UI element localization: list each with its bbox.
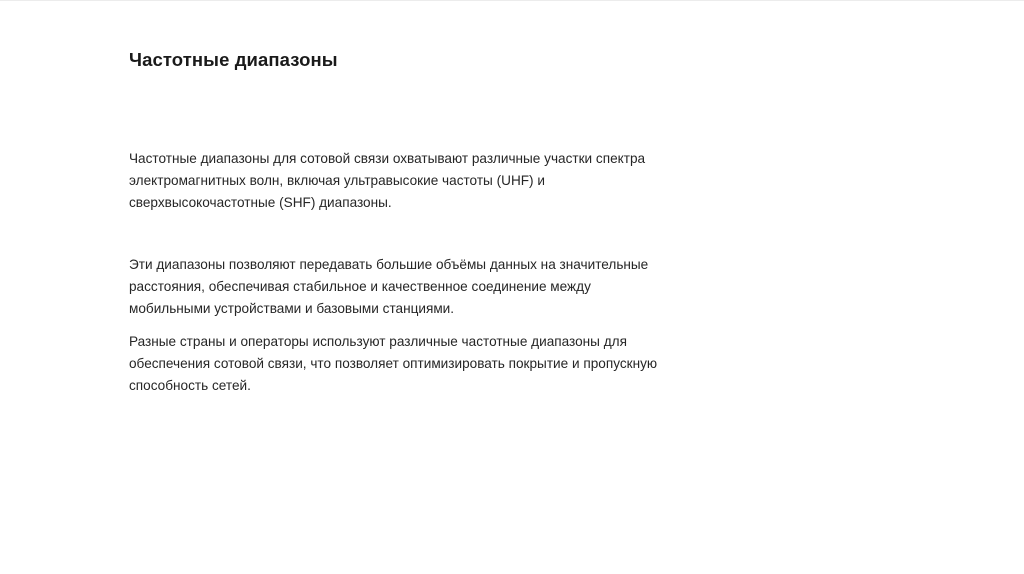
paragraph-line: мобильными устройствами и базовыми станциями. xyxy=(129,301,455,316)
paragraph-line: электромагнитных волн, включая ультравысокие частоты (UHF) и xyxy=(129,173,545,188)
paragraph-line: сверхвысокочастотные (SHF) диапазоны. xyxy=(129,195,392,210)
slide-title: Частотные диапазоны xyxy=(129,49,338,70)
paragraph-operators xyxy=(129,331,689,397)
paragraph-line: способность сетей. xyxy=(129,378,251,393)
paragraph-line: Частотные диапазоны для сотовой связи охватывают различные участки спектра xyxy=(129,151,646,166)
paragraph-line: обеспечения сотовой связи, что позволяет оптимизировать покрытие и пропускную xyxy=(129,356,658,371)
paragraph-line: Разные страны и операторы используют различные частотные диапазоны для xyxy=(129,334,627,349)
paragraph-frequency-ranges xyxy=(129,148,689,214)
paragraph-data-transfer xyxy=(129,254,689,320)
paragraph-line: расстояния, обеспечивая стабильное и качественное соединение между xyxy=(129,279,591,294)
paragraph-line: Эти диапазоны позволяют передавать большие объёмы данных на значительные xyxy=(129,257,649,272)
